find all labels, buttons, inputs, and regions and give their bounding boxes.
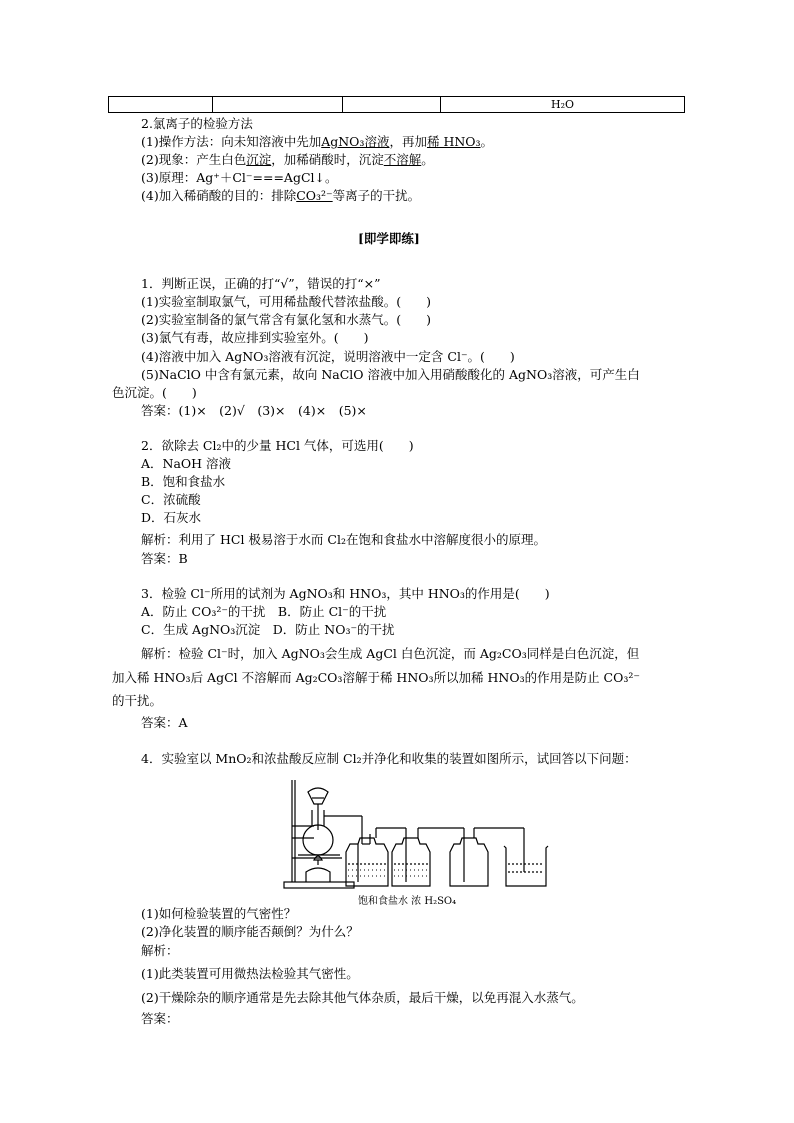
question-1-item: (3)氯气有毒，故应排到实验室外。( ) [141, 330, 369, 345]
question-3-analysis-cont: 加入稀 HNO₃后 AgCl 不溶解而 Ag₂CO₃溶解于稀 HNO₃所以加稀 HNO₃的作用是防止 CO₃²⁻ [112, 670, 640, 685]
question-4-analysis-2: (2)干燥除杂的顺序通常是先去除其他气体杂质，最后干燥，以免再混入水蒸气。 [141, 990, 584, 1005]
option-c: C．浓硫酸 [141, 492, 201, 507]
table-cell [343, 97, 441, 113]
question-3-stem: 3．检验 Cl⁻所用的试剂为 AgNO₃和 HNO₃，其中 HNO₃的作用是( ) [141, 586, 550, 601]
option-b: B．饱和食盐水 [141, 474, 226, 489]
options-c-d: C．生成 AgNO₃沉淀 D．防止 NO₃⁻的干扰 [141, 622, 395, 637]
options-a-b: A．防止 CO₃²⁻的干扰 B．防止 Cl⁻的干扰 [141, 604, 387, 619]
option-a: A．NaOH 溶液 [141, 456, 232, 471]
question-4-answer-label: 答案： [141, 1011, 179, 1026]
question-2-stem: 2．欲除去 Cl₂中的少量 HCl 气体，可选用( ) [141, 438, 414, 453]
question-4-analysis-1: (1)此类装置可用微热法检验其气密性。 [141, 966, 359, 981]
question-4-sub-1: (1)如何检验装置的气密性？ [141, 906, 297, 921]
reagent-table-fragment [108, 96, 685, 113]
question-2-analysis: 解析：利用了 HCl 极易溶于水而 Cl₂在饱和食盐水中溶解度很小的原理。 [141, 532, 546, 547]
question-2-answer: 答案：B [141, 551, 188, 566]
question-1-item: (2)实验室制备的氯气常含有氯化氢和水蒸气。( ) [141, 312, 431, 327]
question-1-item: (4)溶液中加入 AgNO₃溶液有沉淀，说明溶液中一定含 Cl⁻。( ) [141, 349, 515, 364]
section-heading: [即学即练] [358, 231, 420, 246]
question-3-analysis: 解析：检验 Cl⁻时，加入 AgNO₃会生成 AgCl 白色沉淀，而 Ag₂CO₃同样是白色沉淀，但 [141, 646, 640, 661]
question-4-sub-2: (2)净化装置的顺序能否颠倒？为什么？ [141, 924, 359, 939]
option-d: D．石灰水 [141, 510, 202, 525]
question-4-analysis-label: 解析： [141, 943, 179, 958]
chlorine-apparatus-diagram [278, 772, 560, 904]
question-1-stem: 1．判断正误，正确的打“√”，错误的打“×” [141, 276, 381, 291]
figure-caption: 饱和食盐水 浓 H₂SO₄ [358, 896, 457, 907]
question-1-item-cont: 色沉淀。( ) [112, 385, 197, 400]
table-cell [109, 97, 213, 113]
section-title: 2.氯离子的检验方法 [141, 116, 253, 131]
principle-line: (3)原理：Ag⁺＋Cl⁻===AgCl↓。 [141, 170, 338, 185]
table-cell: H₂O [441, 97, 685, 113]
question-1-item: (5)NaClO 中含有氯元素，故向 NaClO 溶液中加入用硝酸酸化的 AgNO₃溶液，可产生白 [141, 367, 640, 382]
method-line: (1)操作方法：向未知溶液中先加AgNO₃溶液，再加稀 HNO₃。 [141, 134, 494, 149]
purpose-line: (4)加入稀硝酸的目的：排除CO₃²⁻等离子的干扰。 [141, 188, 421, 203]
table-cell [213, 97, 343, 113]
question-3-answer: 答案：A [141, 715, 188, 730]
question-4-stem: 4．实验室以 MnO₂和浓盐酸反应制 Cl₂并净化和收集的装置如图所示，试回答以下问题： [141, 751, 637, 766]
phenomenon-line: (2)现象：产生白色沉淀，加稀硝酸时，沉淀不溶解。 [141, 152, 434, 167]
question-3-analysis-cont: 的干扰。 [112, 693, 163, 708]
question-1-item: (1)实验室制取氯气，可用稀盐酸代替浓盐酸。( ) [141, 294, 431, 309]
question-1-answer: 答案：(1)× (2)√ (3)× (4)× (5)× [141, 403, 367, 418]
